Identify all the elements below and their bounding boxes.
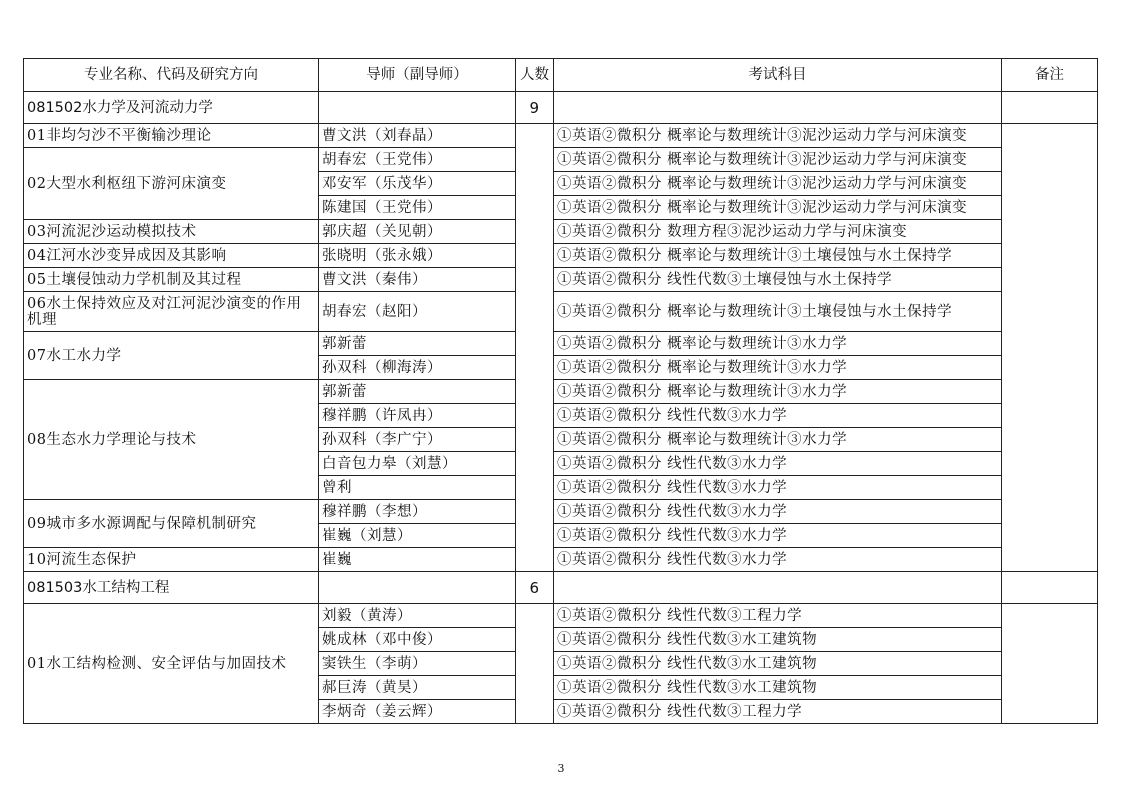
advisor-cell: 窦铁生（李萌） <box>319 652 516 676</box>
notes-cell <box>1002 604 1098 724</box>
major-name: 081503水工结构工程 <box>24 572 319 604</box>
header-subjects: 考试科目 <box>554 59 1002 92</box>
direction-name: 03河流泥沙运动模拟技术 <box>24 220 319 244</box>
subjects-cell: ①英语②微积分 线性代数③水力学 <box>554 524 1002 548</box>
subjects-cell: ①英语②微积分 线性代数③水力学 <box>554 404 1002 428</box>
advisor-cell: 刘毅（黄涛） <box>319 604 516 628</box>
major-count: 6 <box>516 572 554 604</box>
direction-name: 07水工水力学 <box>24 332 319 380</box>
subjects-cell: ①英语②微积分 概率论与数理统计③水力学 <box>554 332 1002 356</box>
advisor-cell: 孙双科（柳海涛） <box>319 356 516 380</box>
direction-name: 02大型水利枢纽下游河床演变 <box>24 148 319 220</box>
advisor-cell: 郭庆超（关见朝） <box>319 220 516 244</box>
table-row <box>24 124 1098 148</box>
major-subjects-empty <box>554 92 1002 124</box>
subjects-cell: ①英语②微积分 概率论与数理统计③土壤侵蚀与水土保持学 <box>554 244 1002 268</box>
major-subjects-empty <box>554 572 1002 604</box>
table-row <box>24 148 1098 172</box>
advisor-cell: 陈建国（王党伟） <box>319 196 516 220</box>
advisor-cell: 曹文洪（刘春晶） <box>319 124 516 148</box>
subjects-cell: ①英语②微积分 概率论与数理统计③泥沙运动力学与河床演变 <box>554 196 1002 220</box>
header-major: 专业名称、代码及研究方向 <box>24 59 319 92</box>
direction-name: 01水工结构检测、安全评估与加固技术 <box>24 604 319 724</box>
table-row <box>24 548 1098 572</box>
subjects-cell: ①英语②微积分 线性代数③水工建筑物 <box>554 676 1002 700</box>
advisor-cell: 胡春宏（王党伟） <box>319 148 516 172</box>
enrollment-table <box>23 58 1098 724</box>
advisor-cell: 曾利 <box>319 476 516 500</box>
major-count: 9 <box>516 92 554 124</box>
page-number: 3 <box>557 762 565 775</box>
table-row <box>24 500 1098 524</box>
advisor-cell: 崔巍 <box>319 548 516 572</box>
subjects-cell: ①英语②微积分 概率论与数理统计③泥沙运动力学与河床演变 <box>554 124 1002 148</box>
table-row <box>24 220 1098 244</box>
notes-cell <box>1002 124 1098 572</box>
count-cell-empty <box>516 124 554 572</box>
subjects-cell: ①英语②微积分 概率论与数理统计③水力学 <box>554 428 1002 452</box>
subjects-cell: ①英语②微积分 概率论与数理统计③水力学 <box>554 356 1002 380</box>
subjects-cell: ①英语②微积分 线性代数③土壤侵蚀与水土保持学 <box>554 268 1002 292</box>
header-row <box>24 59 1098 92</box>
table-row <box>24 244 1098 268</box>
header-advisor: 导师（副导师） <box>319 59 516 92</box>
advisor-cell: 郭新蕾 <box>319 380 516 404</box>
advisor-cell: 郝巨涛（黄昊） <box>319 676 516 700</box>
advisor-cell: 姚成林（邓中俊） <box>319 628 516 652</box>
count-cell-empty <box>516 604 554 724</box>
subjects-cell: ①英语②微积分 线性代数③水工建筑物 <box>554 652 1002 676</box>
advisor-cell: 崔巍（刘慧） <box>319 524 516 548</box>
subjects-cell: ①英语②微积分 线性代数③工程力学 <box>554 604 1002 628</box>
advisor-cell: 邓安军（乐茂华） <box>319 172 516 196</box>
direction-name: 05土壤侵蚀动力学机制及其过程 <box>24 268 319 292</box>
table-row <box>24 292 1098 332</box>
subjects-cell: ①英语②微积分 概率论与数理统计③泥沙运动力学与河床演变 <box>554 148 1002 172</box>
table-row <box>24 268 1098 292</box>
advisor-cell: 穆祥鹏（李想） <box>319 500 516 524</box>
subjects-cell: ①英语②微积分 线性代数③水力学 <box>554 452 1002 476</box>
direction-name: 06水土保持效应及对江河泥沙演变的作用机理 <box>24 292 319 332</box>
subjects-cell: ①英语②微积分 线性代数③工程力学 <box>554 700 1002 724</box>
major-name: 081502水力学及河流动力学 <box>24 92 319 124</box>
table-row <box>24 604 1098 628</box>
direction-name: 01非均匀沙不平衡输沙理论 <box>24 124 319 148</box>
advisor-cell: 郭新蕾 <box>319 332 516 356</box>
header-count: 人数 <box>516 59 554 92</box>
major-advisor-empty <box>319 92 516 124</box>
direction-name: 10河流生态保护 <box>24 548 319 572</box>
notes-cell <box>1002 92 1098 124</box>
header-notes: 备注 <box>1002 59 1098 92</box>
subjects-cell: ①英语②微积分 概率论与数理统计③泥沙运动力学与河床演变 <box>554 172 1002 196</box>
major-advisor-empty <box>319 572 516 604</box>
direction-name: 09城市多水源调配与保障机制研究 <box>24 500 319 548</box>
advisor-cell: 孙双科（李广宁） <box>319 428 516 452</box>
advisor-cell: 李炳奇（姜云辉） <box>319 700 516 724</box>
advisor-cell: 胡春宏（赵阳） <box>319 292 516 332</box>
major-row <box>24 92 1098 124</box>
advisor-cell: 张晓明（张永娥） <box>319 244 516 268</box>
notes-cell <box>1002 572 1098 604</box>
table-body <box>24 92 1098 724</box>
direction-name: 04江河水沙变异成因及其影响 <box>24 244 319 268</box>
direction-name: 08生态水力学理论与技术 <box>24 380 319 500</box>
table-row <box>24 332 1098 356</box>
subjects-cell: ①英语②微积分 数理方程③泥沙运动力学与河床演变 <box>554 220 1002 244</box>
subjects-cell: ①英语②微积分 线性代数③水力学 <box>554 548 1002 572</box>
subjects-cell: ①英语②微积分 概率论与数理统计③水力学 <box>554 380 1002 404</box>
advisor-cell: 曹文洪（秦伟） <box>319 268 516 292</box>
subjects-cell: ①英语②微积分 线性代数③水力学 <box>554 500 1002 524</box>
major-row <box>24 572 1098 604</box>
advisor-cell: 穆祥鹏（许凤冉） <box>319 404 516 428</box>
subjects-cell: ①英语②微积分 线性代数③水力学 <box>554 476 1002 500</box>
advisor-cell: 白音包力皋（刘慧） <box>319 452 516 476</box>
subjects-cell: ①英语②微积分 线性代数③水工建筑物 <box>554 628 1002 652</box>
subjects-cell: ①英语②微积分 概率论与数理统计③土壤侵蚀与水土保持学 <box>554 292 1002 332</box>
table-row <box>24 380 1098 404</box>
